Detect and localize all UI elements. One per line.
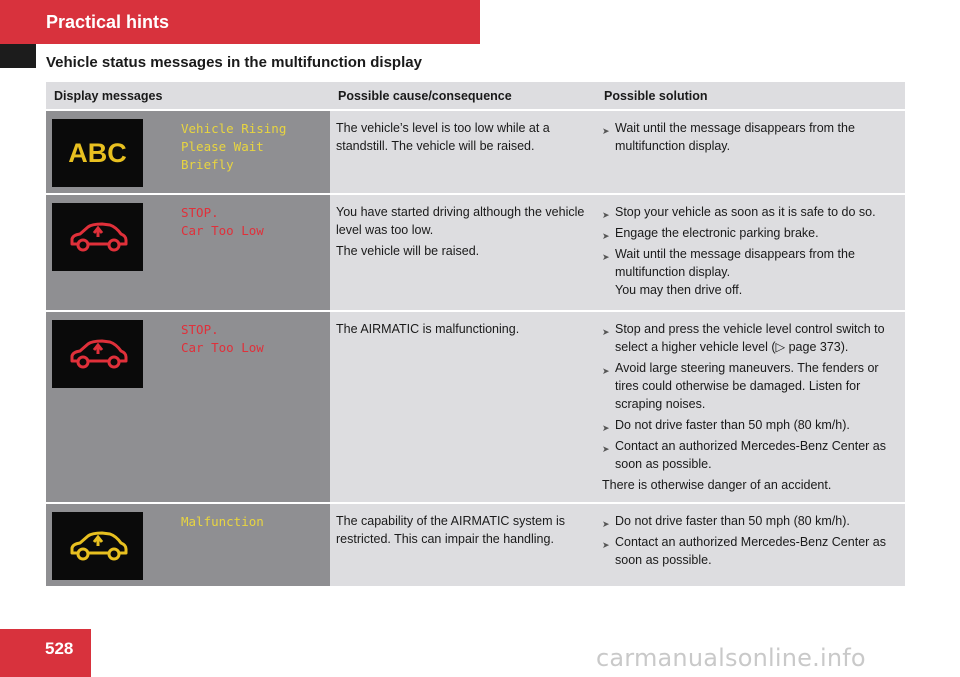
arrow-bullet-icon: ➤: [602, 423, 610, 433]
table-row: [46, 503, 905, 587]
solution-text: Wait until the message disappears from the multifunction display. You may then drive off.: [615, 247, 855, 297]
display-message-line: STOP.: [181, 322, 219, 337]
display-message-line: Please Wait: [181, 139, 264, 154]
solution-item: [602, 512, 899, 530]
solution-item: [602, 245, 899, 299]
cause-text: The vehicle’s level is too low while at a standstill. The vehicle will be raised.: [336, 121, 550, 153]
cause-text: You have started driving although the vehicle level was too low.: [336, 205, 585, 237]
cause-cell: [330, 311, 596, 503]
solution-text: Stop and press the vehicle level control switch to select a higher vehicle level (▷ page 373).: [615, 322, 885, 354]
arrow-bullet-icon: ➤: [602, 519, 610, 529]
abc-indicator-icon: [52, 119, 143, 187]
solution-text: Stop your vehicle as soon as it is safe to do so.: [615, 205, 876, 219]
watermark: carmanualsonline.info: [596, 644, 866, 672]
display-message-line: Malfunction: [181, 514, 264, 529]
display-message-text: [181, 204, 264, 240]
solution-text: Contact an authorized Mercedes-Benz Center as soon as possible.: [615, 535, 886, 567]
display-message-cell: [46, 110, 330, 194]
solution-text: Avoid large steering maneuvers. The fenders or tires could otherwise be damaged. Listen for scraping noises.: [615, 361, 879, 411]
display-message-line: Briefly: [181, 157, 234, 172]
solution-item: [602, 119, 899, 155]
solution-text: Wait until the message disappears from the multifunction display.: [615, 121, 855, 153]
solution-item: [602, 437, 899, 473]
solution-item: [602, 203, 899, 221]
display-message-line: STOP.: [181, 205, 219, 220]
cause-text: The vehicle will be raised.: [336, 244, 480, 258]
cause-cell: [330, 194, 596, 311]
cause-text: The capability of the AIRMATIC system is restricted. This can impair the handling.: [336, 514, 566, 546]
solution-item: [602, 224, 899, 242]
status-messages-table: [46, 82, 905, 588]
abc-icon-label: ABC: [68, 138, 127, 168]
column-header-solution: Possible solution: [596, 82, 905, 110]
table-header-row: [46, 82, 905, 110]
column-header-cause: Possible cause/consequence: [330, 82, 596, 110]
table-row: [46, 110, 905, 194]
arrow-bullet-icon: ➤: [602, 327, 610, 337]
arrow-bullet-icon: ➤: [602, 366, 610, 376]
solution-text: Do not drive faster than 50 mph (80 km/h).: [615, 514, 850, 528]
table-row: [46, 194, 905, 311]
car-level-red-icon: [52, 203, 143, 271]
display-message-line: Vehicle Rising: [181, 121, 287, 136]
arrow-bullet-icon: ➤: [602, 231, 610, 241]
chapter-title: Practical hints: [46, 12, 170, 32]
solution-cell: [596, 311, 905, 503]
solution-cell: [596, 503, 905, 587]
page-number: 528: [0, 629, 91, 677]
solution-cell: [596, 110, 905, 194]
display-message-text: [181, 513, 264, 531]
arrow-bullet-icon: ➤: [602, 126, 610, 136]
solution-cell: [596, 194, 905, 311]
display-message-cell: [46, 503, 330, 587]
solution-item: [602, 359, 899, 413]
column-header-display: Display messages: [46, 82, 330, 110]
solution-text: Contact an authorized Mercedes-Benz Center as soon as possible.: [615, 439, 886, 471]
display-message-text: [181, 321, 264, 357]
cause-text: The AIRMATIC is malfunctioning.: [336, 322, 520, 336]
solution-item: [602, 320, 899, 356]
display-message-line: Car Too Low: [181, 340, 264, 355]
arrow-bullet-icon: ➤: [602, 210, 610, 220]
arrow-bullet-icon: ➤: [602, 444, 610, 454]
header-tab-marker: [0, 44, 36, 68]
cause-cell: [330, 503, 596, 587]
car-level-yellow-icon: [52, 512, 143, 580]
solution-note: There is otherwise danger of an accident.: [602, 478, 832, 492]
solution-item: [602, 416, 899, 434]
arrow-bullet-icon: ➤: [602, 540, 610, 550]
display-message-cell: [46, 311, 330, 503]
section-title: Vehicle status messages in the multifunction display: [46, 54, 422, 71]
solution-text: Engage the electronic parking brake.: [615, 226, 819, 240]
car-level-red-icon: [52, 320, 143, 388]
display-message-cell: [46, 194, 330, 311]
arrow-bullet-icon: ➤: [602, 252, 610, 262]
solution-text: Do not drive faster than 50 mph (80 km/h).: [615, 418, 850, 432]
chapter-header: [0, 0, 480, 44]
solution-item: [602, 533, 899, 569]
table-row: [46, 311, 905, 503]
display-message-line: Car Too Low: [181, 223, 264, 238]
cause-cell: [330, 110, 596, 194]
display-message-text: [181, 120, 286, 174]
